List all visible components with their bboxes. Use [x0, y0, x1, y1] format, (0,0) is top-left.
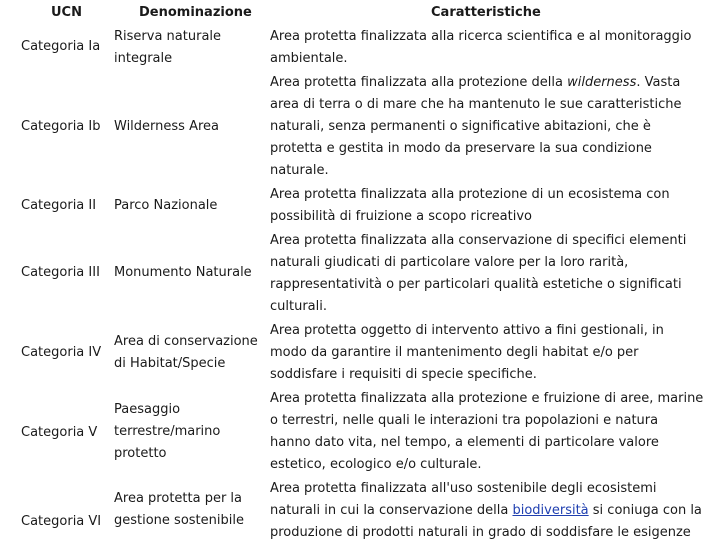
name-v: Paesaggio terrestre/marino protetto — [114, 402, 221, 461]
desc-ii: Area protetta finalizzata alla protezione di un ecosistema con possibilità di fruizione a scopo ricreativo — [270, 187, 670, 224]
name-vi: Area protetta per la gestione sostenibile — [114, 491, 244, 528]
category-ii: Categoria II — [21, 198, 97, 213]
name-iii: Monumento Naturale — [114, 265, 252, 280]
biodiversita-link[interactable]: biodiversità — [512, 503, 589, 518]
desc-iii: Area protetta finalizzata alla conservazione di specifici elementi naturali giudicati di particolare valore per la loro rarità, rappresentatività o per particolari qualità estetiche o significati culturali. — [270, 233, 687, 314]
desc-vi: Area protetta finalizzata all'uso sostenibile degli ecosistemi naturali in cui la conservazione della biodiversità si coniuga con la produzione di prodotti naturali in grado di soddisfare le esigenze — [270, 481, 702, 540]
category-ib: Categoria Ib — [21, 119, 101, 134]
desc-ib: Area protetta finalizzata alla protezione della wilderness. Vasta area di terra o di mare che ha mantenuto le sue caratteristiche naturali, senza permanenti o significative abitazioni, che è protetta e gestita in modo da preservare la sua condizione naturale. — [270, 75, 682, 178]
category-vi: Categoria VI — [21, 514, 102, 529]
category-v: Categoria V — [21, 425, 98, 440]
desc-iv: Area protetta oggetto di intervento attivo a fini gestionali, in modo da garantire il mantenimento degli habitat e/o per soddisfare i requisiti di specie specifiche. — [270, 323, 664, 382]
header-caratteristiche: Caratteristiche — [431, 5, 541, 20]
header-ucn: UCN — [51, 5, 82, 20]
name-ii: Parco Nazionale — [114, 198, 218, 213]
name-ib: Wilderness Area — [114, 119, 219, 134]
desc-ia: Area protetta finalizzata alla ricerca scientifica e al monitoraggio ambientale. — [270, 29, 692, 66]
category-iv: Categoria IV — [21, 345, 102, 360]
header-denominazione: Denominazione — [139, 5, 252, 20]
category-iii: Categoria III — [21, 265, 100, 280]
category-ia: Categoria Ia — [21, 39, 101, 54]
name-ia: Riserva naturale integrale — [114, 29, 222, 66]
name-iv: Area di conservazione di Habitat/Specie — [114, 334, 258, 371]
desc-v: Area protetta finalizzata alla protezione e fruizione di aree, marine o terrestri, nelle quali le interazioni tra popolazioni e natura hanno dato vita, nel tempo, a elementi di particolare valore estetico, ecologico e/o culturale. — [270, 391, 704, 472]
